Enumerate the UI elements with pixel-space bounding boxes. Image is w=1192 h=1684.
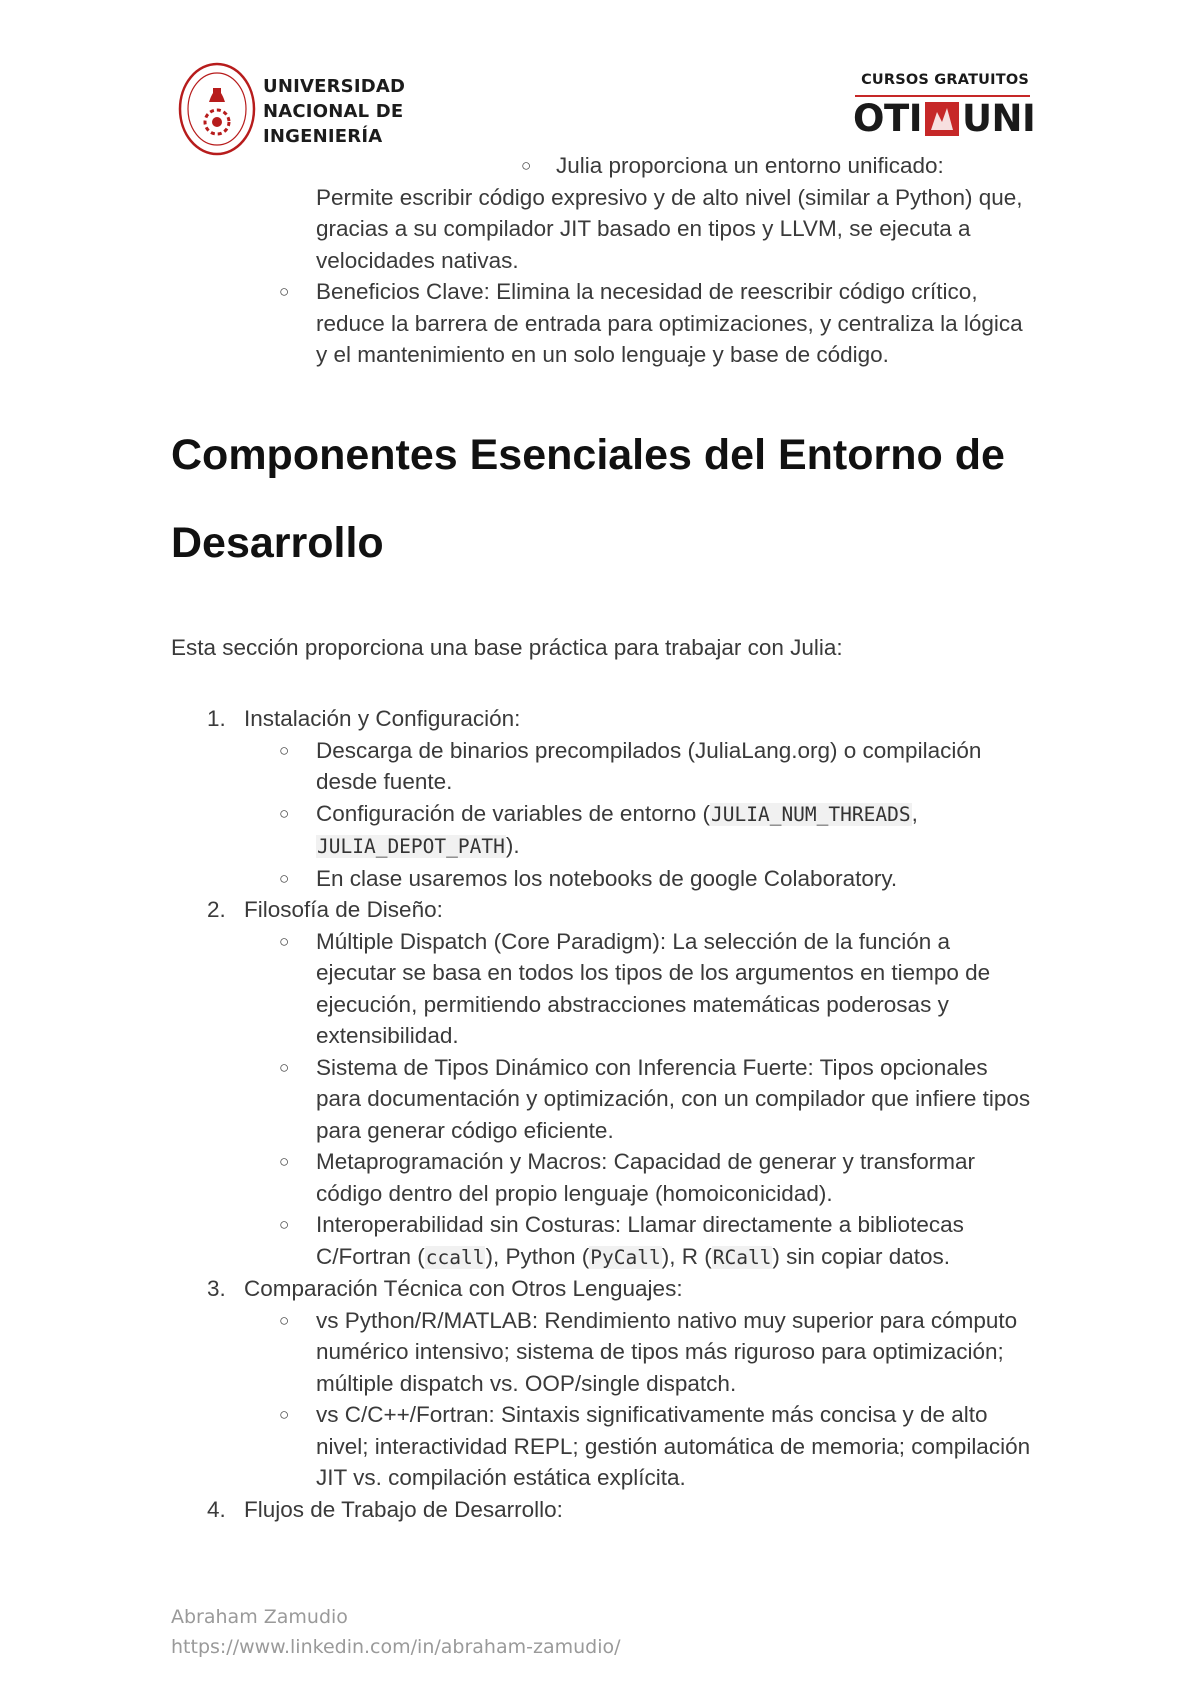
sub-list-item: ○ Múltiple Dispatch (Core Paradigm): La selección de la función a ejecutar se basa en todos los tipos de los argumentos en tiempo de ejecución, permitiendo abstracciones matemáticas poderosas y extensibilidad. [171, 926, 1031, 1052]
list-item: ○ Beneficios Clave: Elimina la necesidad de reescribir código crítico, reduce la barrera de entrada para optimizaciones, y centraliza la lógica y el mantenimiento en un solo lenguaje y base de código. [171, 276, 1031, 371]
page-header [0, 0, 1192, 160]
item-title: Comparación Técnica con Otros Lenguajes: [244, 1276, 683, 1301]
brand-left-text: OTI [853, 97, 922, 140]
inline-code: JULIA_DEPOT_PATH [317, 835, 505, 858]
numbered-list-item [171, 1494, 1031, 1526]
sub-list-item: ○ Sistema de Tipos Dinámico con Inferencia Fuerte: Tipos opcionales para documentación y optimización, con un compilador que infiere tipos para generar código eficiente. [171, 1052, 1031, 1147]
item-number: 1. [207, 706, 226, 731]
sub-list-item: ○ vs C/C++/Fortran: Sintaxis significativamente más concisa y de alto nivel; interactividad REPL; gestión automática de memoria; compilación JIT vs. compilación estática explícita. [171, 1399, 1031, 1494]
numbered-list-item [171, 894, 1031, 926]
section-heading: Componentes Esenciales del Entorno de Desarrollo [171, 430, 1005, 567]
item-number: 3. [207, 1276, 226, 1301]
item-title: Filosofía de Diseño: [244, 897, 443, 922]
author-name: Abraham Zamudio [171, 1606, 348, 1628]
university-name: UNIVERSIDAD NACIONAL DE INGENIERÍA [263, 76, 406, 147]
sub-list-item: ○ Interoperabilidad sin Costuras: Llamar directamente a bibliotecas C/Fortran (ccall), Python (PyCall), R (RCall) sin copiar datos. [171, 1209, 1031, 1273]
item-title: Flujos de Trabajo de Desarrollo: [244, 1496, 563, 1522]
item-title: Instalación y Configuración: [244, 706, 521, 731]
item-number: 4. [207, 1496, 226, 1522]
numbered-list-item [171, 1273, 1031, 1305]
list-item: ○ Julia proporciona un entorno unificado: Permite escribir código expresivo y de alto nivel (similar a Python) que, gracias a su compilador JIT basado en tipos y LLVM, se ejecuta a velocidades nativas. [316, 153, 1023, 273]
section-intro: Esta sección proporciona una base práctica para trabajar con Julia: [171, 634, 843, 660]
oti-uni-logo [853, 99, 1035, 139]
inline-code: ccall [425, 1245, 485, 1269]
sub-list-item: ○ Descarga de binarios precompilados (JuliaLang.org) o compilación desde fuente. [171, 735, 1031, 798]
author-link: https://www.linkedin.com/in/abraham-zamudio/ [171, 1636, 621, 1658]
sub-list-item: ○ Metaprogramación y Macros: Capacidad de generar y transformar código dentro del propio lenguaje (homoiconicidad). [171, 1146, 1031, 1209]
numbered-list-item [171, 703, 1031, 735]
numbered-list [171, 703, 1031, 1525]
inline-code: RCall [712, 1245, 772, 1269]
document-body [171, 150, 1031, 1525]
page-footer [171, 1602, 621, 1662]
university-seal-icon [178, 62, 256, 156]
inline-code: PyCall [590, 1245, 661, 1269]
sub-list-item: ○ Configuración de variables de entorno (JULIA_NUM_THREADS, JULIA_DEPOT_PATH). [171, 798, 1031, 863]
sub-list-item: ○ vs Python/R/MATLAB: Rendimiento nativo muy superior para cómputo numérico intensivo; sistema de tipos más riguroso para optimización; múltiple dispatch vs. OOP/single dispatch. [171, 1305, 1031, 1400]
inline-code: JULIA_NUM_THREADS [711, 802, 911, 826]
brand-mark-icon [925, 102, 959, 136]
intro-list [171, 150, 1031, 371]
item-number: 2. [207, 897, 226, 922]
brand-right-text: UNI [961, 97, 1036, 140]
sub-list-item: ○ En clase usaremos los notebooks de google Colaboratory. [171, 863, 1031, 895]
cursos-gratuitos-label: CURSOS GRATUITOS [861, 72, 1029, 88]
